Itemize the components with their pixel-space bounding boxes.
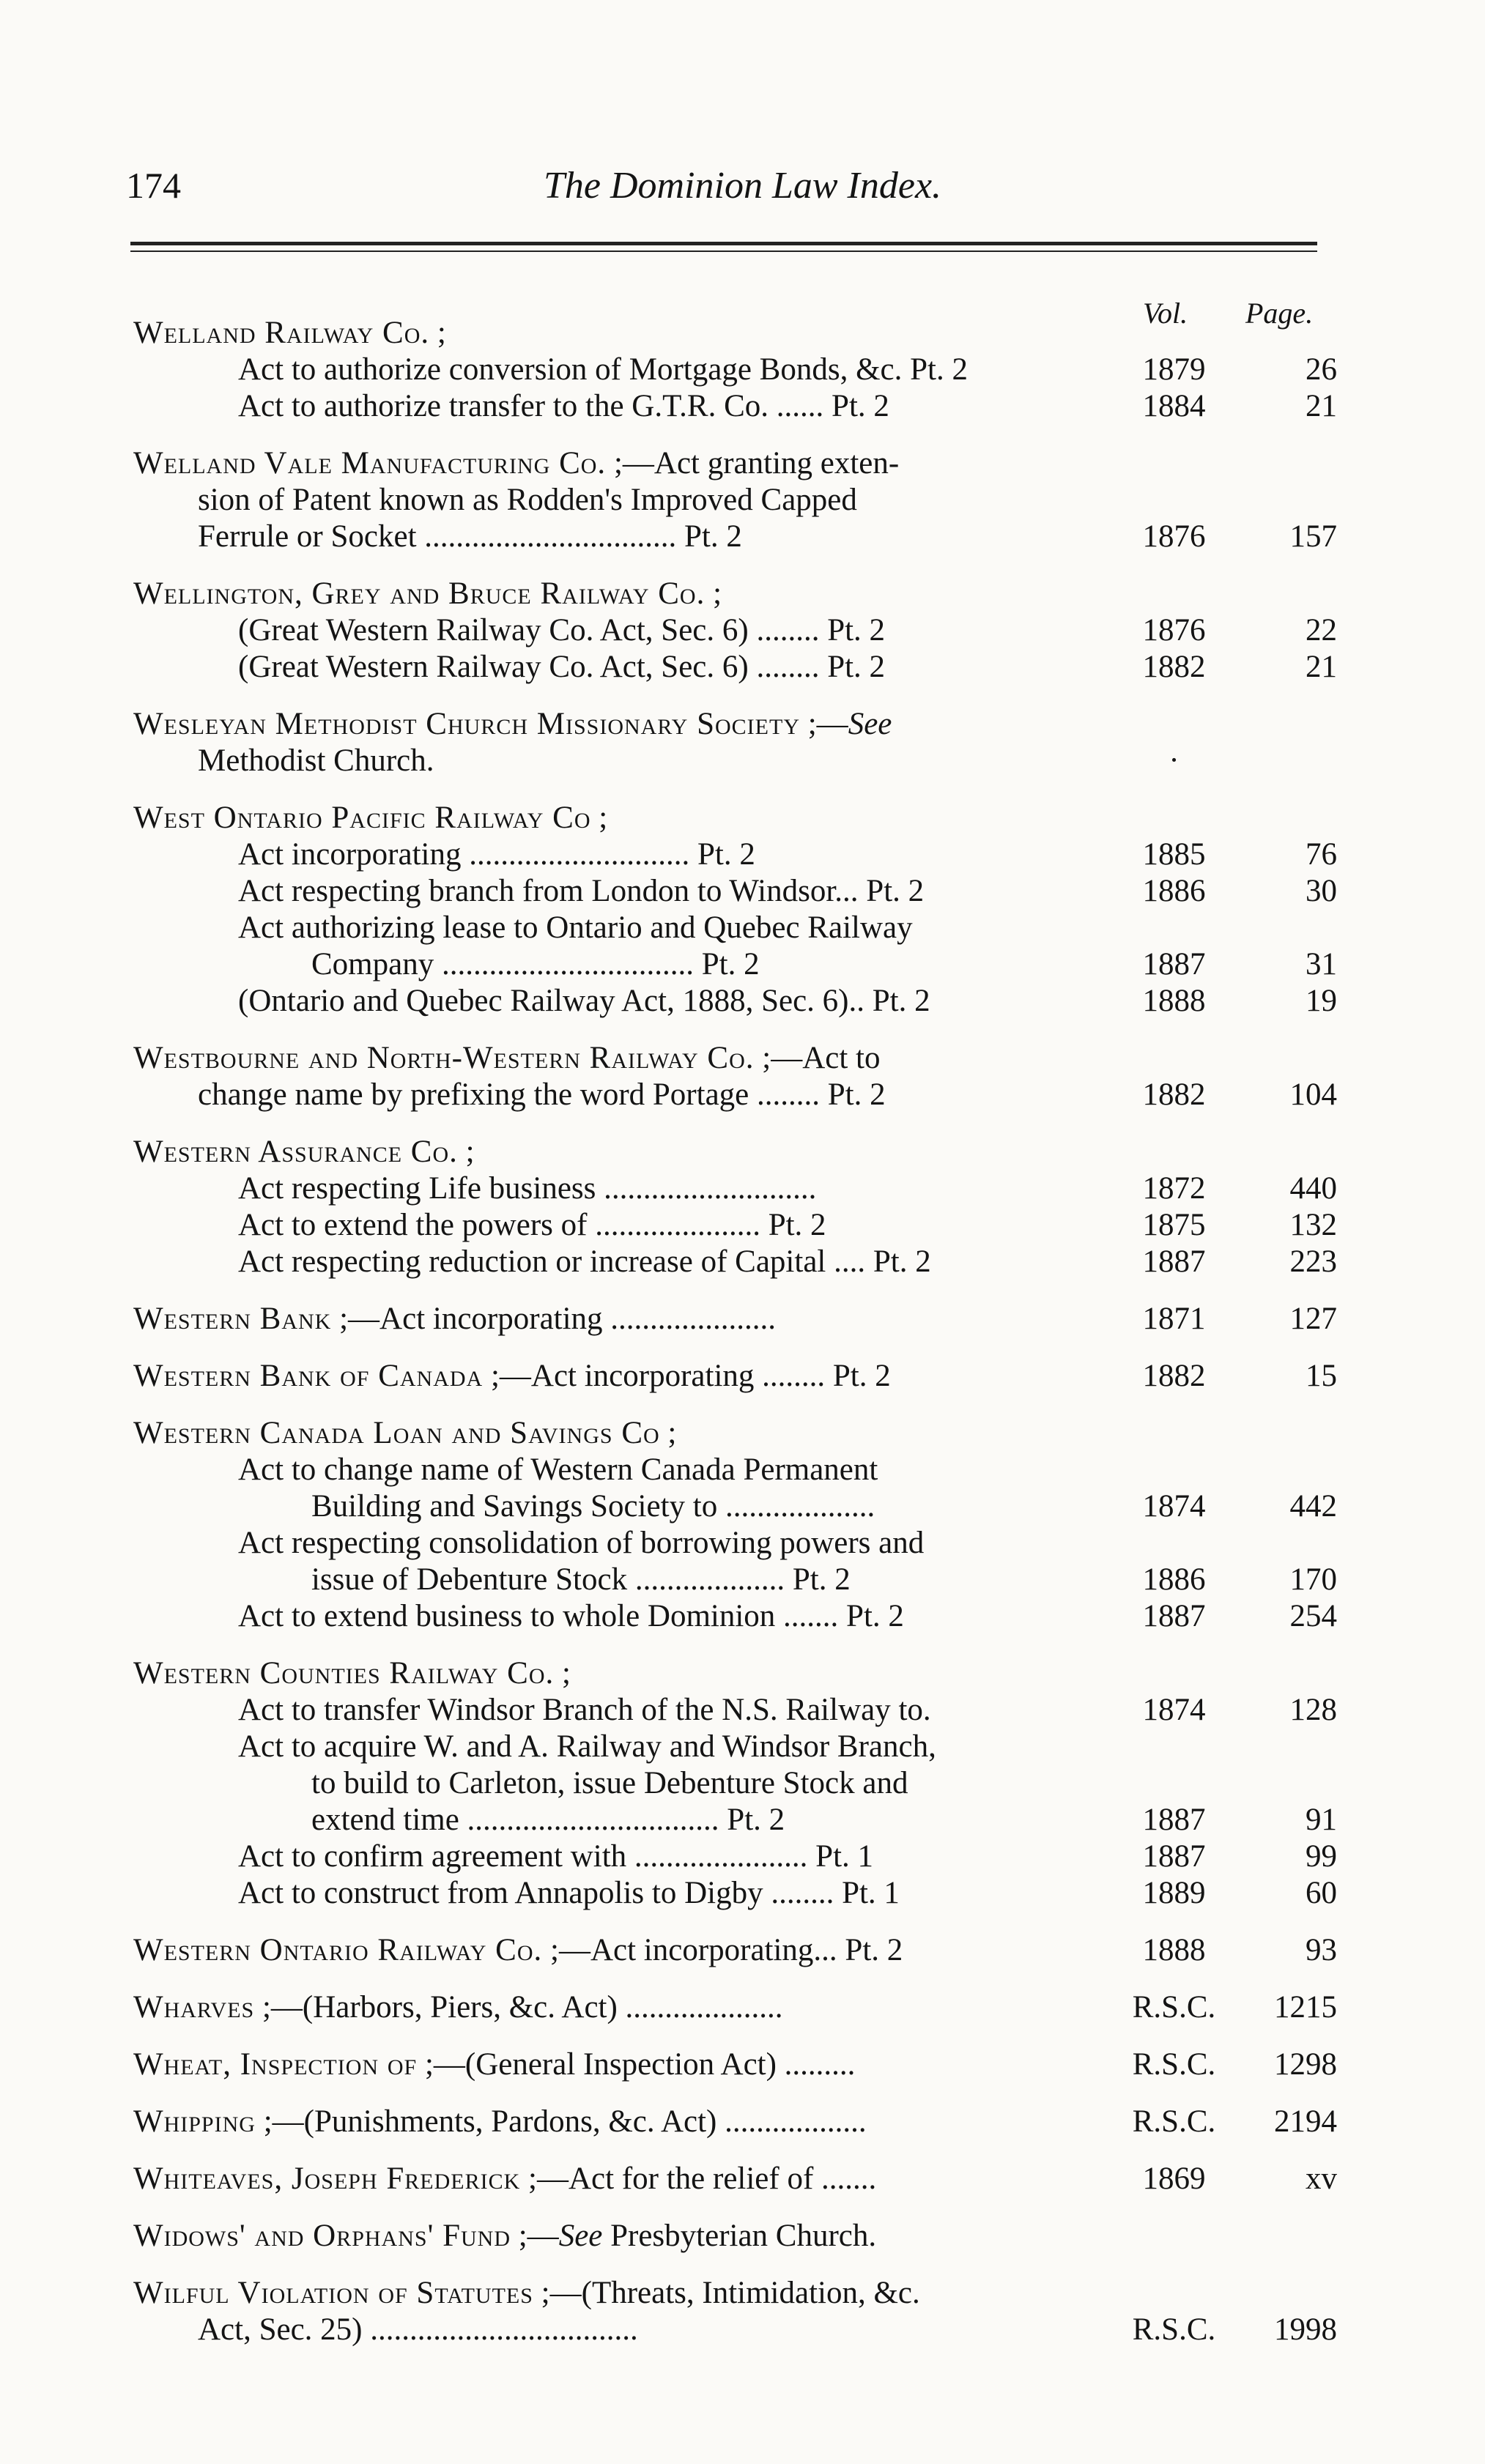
page-value: 91 — [1306, 1803, 1337, 1837]
index-entry: Widows' and Orphans' Fund ;—See Presbyterian Church. — [133, 2219, 877, 2253]
see-target: Presbyterian Church. — [602, 2219, 877, 2253]
page-number: 174 — [126, 165, 181, 206]
entry-heading: West Ontario Pacific Railway Co — [133, 801, 591, 835]
entry-line: Act respecting consolidation of borrowing powers and — [238, 1526, 925, 1560]
index-entry: Whipping ;—(Punishments, Pardons, &c. Act) .................. R.S.C. 2194 — [133, 2104, 1337, 2139]
index-entry: West Ontario Pacific Railway Co ; Act incorporating ............................ Pt. 2 1885 76 Act respecting branch from London to Windsor... Pt. 2 1886 30 Act authorizing lease to Ontario and Quebec Railway Company ................................ Pt. 2 1887 31 (Ontario and Quebec Railway Act, 1888, Sec. 6).. Pt. 2 1888 19 — [133, 801, 1337, 1018]
see-target: Methodist Church. — [198, 743, 434, 778]
page-value: 128 — [1289, 1693, 1337, 1727]
page-value: 60 — [1306, 1876, 1337, 1910]
entry-heading: Western Bank — [133, 1302, 332, 1336]
entry-line: Act respecting Life business ........................... — [238, 1171, 817, 1206]
entry-continuation: sion of Patent known as Rodden's Improved Capped — [198, 483, 857, 517]
entry-heading: Wellington, Grey and Bruce Railway Co. — [133, 576, 706, 611]
entry-line: to build to Carleton, issue Debenture Stock and — [311, 1766, 908, 1800]
index-entry: Western Ontario Railway Co. ;—Act incorporating... Pt. 2 1888 93 — [133, 1933, 1337, 1967]
entry-line: Act respecting reduction or increase of Capital .... Pt. 2 — [238, 1244, 931, 1279]
vol-value: 1882 — [1142, 1077, 1206, 1112]
entry-heading: Westbourne and North-Western Railway Co. — [133, 1041, 755, 1075]
vol-value: 1887 — [1142, 1244, 1206, 1279]
page-value: 127 — [1289, 1302, 1337, 1336]
entry-line: change name by prefixing the word Portage ........ Pt. 2 — [198, 1077, 886, 1112]
vol-value: R.S.C. — [1132, 2312, 1216, 2347]
entry-line: Act incorporating ............................ Pt. 2 — [238, 837, 755, 872]
page-value: 157 — [1289, 519, 1337, 554]
vol-value: 1888 — [1142, 984, 1206, 1018]
entry-line: Act to extend the powers of ..................... Pt. 2 — [238, 1208, 826, 1242]
index-entry: Wharves ;—(Harbors, Piers, &c. Act) .................... R.S.C. 1215 — [133, 1990, 1337, 2025]
index-entries — [0, 315, 1485, 2369]
page-value: 26 — [1306, 352, 1337, 387]
entry-heading: Welland Vale Manufacturing Co. — [133, 446, 607, 480]
index-entry: Western Assurance Co. ; Act respecting Life business ........................... 1872 440 Act to extend the powers of ..................... Pt. 2 1875 132 Act respecting reduction or increase of Capital .... Pt. 2 1887 223 — [133, 1135, 1337, 1279]
vol-value: 1887 — [1142, 1803, 1206, 1837]
entry-line: Act to change name of Western Canada Permanent — [238, 1452, 878, 1487]
entry-heading: Welland Railway Co. — [133, 316, 430, 350]
vol-value: R.S.C. — [1132, 2047, 1216, 2082]
entry-line: extend time ................................ Pt. 2 — [311, 1803, 785, 1837]
vol-value: 1886 — [1142, 874, 1206, 908]
page-value: 30 — [1306, 874, 1337, 908]
index-entry: Welland Railway Co. ; Act to authorize conversion of Mortgage Bonds, &c. Pt. 2 1879 26 Act to authorize transfer to the G.T.R. Co. ...... Pt. 2 1884 21 — [133, 316, 1337, 423]
entry-heading: Widows' and Orphans' Fund — [133, 2219, 511, 2253]
entry-heading: Western Bank of Canada — [133, 1359, 484, 1393]
page-value: 22 — [1306, 613, 1337, 647]
see-reference: See — [558, 2219, 603, 2253]
entry-line: Act to transfer Windsor Branch of the N.S. Railway to. — [238, 1693, 931, 1727]
entry-line: Building and Savings Society to ................... — [311, 1489, 875, 1524]
vol-value: 1874 — [1142, 1693, 1206, 1727]
entry-heading: Wheat, Inspection of — [133, 2047, 418, 2082]
entry-heading: Wesleyan Methodist Church Missionary Society — [133, 707, 800, 741]
vol-value: 1886 — [1142, 1562, 1206, 1597]
index-entry: Welland Vale Manufacturing Co. ;—Act granting exten- sion of Patent known as Rodden's Improved Capped Ferrule or Socket ................................ Pt. 2 1876 157 — [133, 446, 1337, 554]
vol-value: R.S.C. — [1132, 1990, 1216, 2025]
see-reference: See — [848, 707, 892, 741]
page-value: 1215 — [1274, 1990, 1337, 2025]
entry-heading: Wilful Violation of Statutes — [133, 2276, 533, 2310]
entry-line: Act to authorize conversion of Mortgage Bonds, &c. Pt. 2 — [238, 352, 968, 387]
entry-line: (Great Western Railway Co. Act, Sec. 6) ........ Pt. 2 — [238, 613, 886, 647]
vol-value: 1884 — [1142, 389, 1206, 423]
index-entry: Wesleyan Methodist Church Missionary Society ;—See Methodist Church. · — [0, 706, 1485, 779]
page-value: 2194 — [1274, 2104, 1337, 2139]
vol-value: 1889 — [1142, 1876, 1206, 1910]
page-value: 254 — [1289, 1599, 1337, 1633]
page-value: 440 — [1289, 1171, 1337, 1206]
vol-value: 1888 — [1142, 1933, 1206, 1967]
page-value: 170 — [1289, 1562, 1337, 1597]
page-value: 21 — [1306, 389, 1337, 423]
vol-value: 1869 — [1142, 2161, 1206, 2196]
page-value: 442 — [1289, 1489, 1337, 1524]
header-rule-thick — [130, 242, 1317, 245]
entry-line: Act to authorize transfer to the G.T.R. Co. ...... Pt. 2 — [238, 389, 889, 423]
entry-heading: Western Assurance Co. — [133, 1135, 458, 1169]
vol-value: 1882 — [1142, 650, 1206, 684]
vol-value: 1876 — [1142, 613, 1206, 647]
entry-line: (Ontario and Quebec Railway Act, 1888, Sec. 6).. Pt. 2 — [238, 984, 930, 1018]
vol-mark: · — [1169, 743, 1180, 778]
index-entry: Western Bank of Canada ;—Act incorporating ........ Pt. 2 1882 15 — [133, 1359, 1337, 1393]
page-value: 76 — [1306, 837, 1337, 872]
entry-heading: Whipping — [133, 2104, 256, 2139]
vol-value: R.S.C. — [1132, 2104, 1216, 2139]
page-value: 31 — [1306, 947, 1337, 981]
page-value: 1298 — [1274, 2047, 1337, 2082]
index-entry: Western Canada Loan and Savings Co ; Act to change name of Western Canada Permanent Building and Savings Society to ................... 1874 442 Act respecting consolidation of borrowing powers and issue of Debenture Stock ................... Pt. 2 1886 170 Act to extend business to whole Dominion ....... Pt. 2 1887 254 — [133, 1416, 1337, 1633]
vol-value: 1887 — [1142, 1599, 1206, 1633]
entry-line: Act to acquire W. and A. Railway and Windsor Branch, — [238, 1729, 936, 1764]
index-entry: Western Counties Railway Co. ; Act to transfer Windsor Branch of the N.S. Railway to. 1874 128 Act to acquire W. and A. Railway and Windsor Branch, to build to Carleton, issue Debenture Stock and extend time ................................ Pt. 2 1887 91 Act to confirm agreement with ...................... Pt. 1 1887 99 Act to construct from Annapolis to Digby ........ Pt. 1 1889 60 — [133, 1656, 1337, 1910]
page-value: 132 — [1289, 1208, 1337, 1242]
entry-line: Act to confirm agreement with ...................... Pt. 1 — [238, 1839, 874, 1874]
entry-line: Ferrule or Socket ................................ Pt. 2 — [198, 519, 742, 554]
vol-value: 1874 — [1142, 1489, 1206, 1524]
entry-line: Act respecting branch from London to Windsor... Pt. 2 — [238, 874, 925, 908]
vol-value: 1871 — [1142, 1302, 1206, 1336]
vol-value: 1885 — [1142, 837, 1206, 872]
vol-value: 1875 — [1142, 1208, 1206, 1242]
entry-heading: Wharves — [133, 1990, 255, 2025]
running-title: The Dominion Law Index. — [543, 165, 942, 207]
column-header-page: Page. — [1245, 297, 1314, 330]
index-entry: Western Bank ;—Act incorporating ..................... 1871 127 — [133, 1302, 1337, 1336]
entry-line: Act authorizing lease to Ontario and Quebec Railway — [238, 910, 913, 945]
page-value: 15 — [1306, 1359, 1337, 1393]
index-entry: Wellington, Grey and Bruce Railway Co. ; (Great Western Railway Co. Act, Sec. 6) ........ Pt. 2 1876 22 (Great Western Railway Co. Act, Sec. 6) ........ Pt. 2 1882 21 — [133, 576, 1337, 684]
page-value: 1998 — [1274, 2312, 1337, 2347]
vol-value: 1887 — [1142, 947, 1206, 981]
index-entry: Wilful Violation of Statutes ;—(Threats, Intimidation, &c. Act, Sec. 25) .................................. R.S.C. 1998 — [133, 2276, 1337, 2347]
vol-value: 1876 — [1142, 519, 1206, 554]
vol-value: 1887 — [1142, 1839, 1206, 1874]
column-header-vol: Vol. — [1143, 297, 1188, 330]
entry-line: Act, Sec. 25) .................................. — [198, 2312, 638, 2347]
header-rule-thin — [130, 251, 1317, 252]
page-value: 21 — [1306, 650, 1337, 684]
entry-line: (Great Western Railway Co. Act, Sec. 6) ........ Pt. 2 — [238, 650, 886, 684]
page-value: 99 — [1306, 1839, 1337, 1874]
entry-heading: Whiteaves, Joseph Frederick — [133, 2161, 521, 2196]
vol-value: 1882 — [1142, 1359, 1206, 1393]
entry-line: Act to extend business to whole Dominion ....... Pt. 2 — [238, 1599, 904, 1633]
page-value: xv — [1306, 2161, 1337, 2196]
entry-line: issue of Debenture Stock ................... Pt. 2 — [311, 1562, 851, 1597]
entry-heading: Western Ontario Railway Co. — [133, 1933, 543, 1967]
page-value: 19 — [1306, 984, 1337, 1018]
index-entry: Whiteaves, Joseph Frederick ;—Act for the relief of ....... 1869 xv — [133, 2161, 1337, 2196]
entry-heading: Western Canada Loan and Savings Co — [133, 1416, 660, 1450]
entry-heading: Western Counties Railway Co. — [133, 1656, 555, 1691]
page-value: 93 — [1306, 1933, 1337, 1967]
index-entry: Westbourne and North-Western Railway Co. ;—Act to change name by prefixing the word Portage ........ Pt. 2 1882 104 — [133, 1041, 1337, 1112]
index-entry: Wheat, Inspection of ;—(General Inspection Act) ......... R.S.C. 1298 — [133, 2047, 1337, 2082]
entry-line: Company ................................ Pt. 2 — [311, 947, 760, 981]
vol-value: 1879 — [1142, 352, 1206, 387]
page-value: 223 — [1289, 1244, 1337, 1279]
page-value: 104 — [1289, 1077, 1337, 1112]
vol-value: 1872 — [1142, 1171, 1206, 1206]
entry-line: Act to construct from Annapolis to Digby ........ Pt. 1 — [238, 1876, 900, 1910]
